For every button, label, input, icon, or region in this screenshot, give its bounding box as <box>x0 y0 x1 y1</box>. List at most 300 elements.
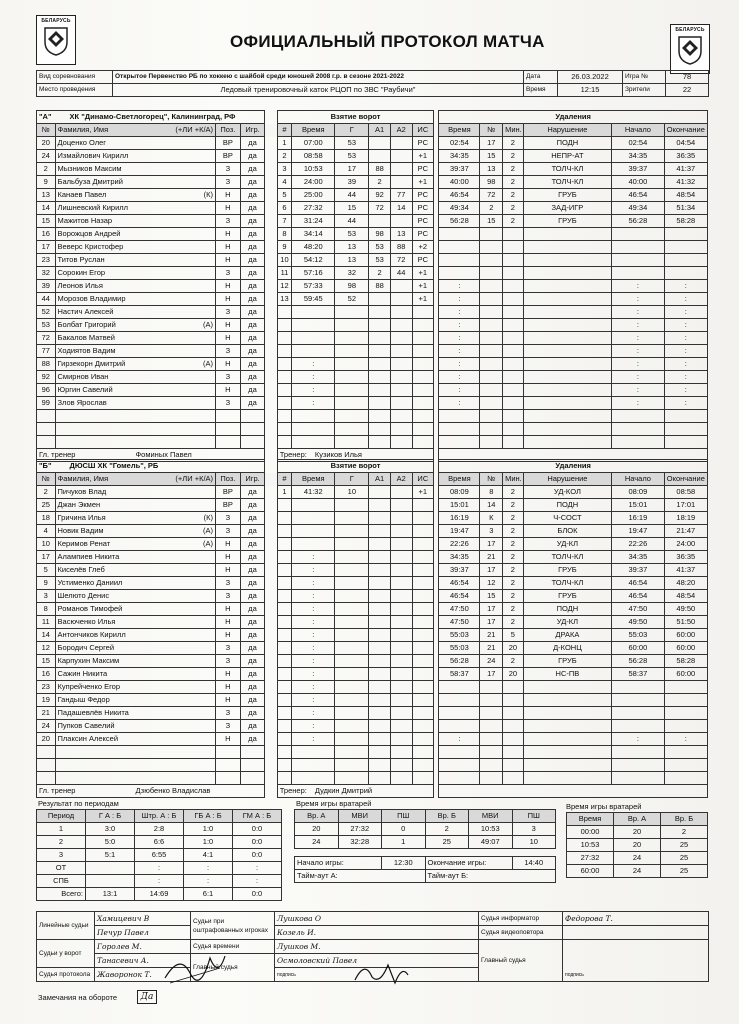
goal-empty-cell <box>277 345 291 358</box>
penalty-cell: 72 <box>480 189 503 202</box>
period-cell: 1 <box>37 823 86 836</box>
period-cell: 5:0 <box>86 836 135 849</box>
penalty-cell: 34:35 <box>439 150 480 163</box>
goal-empty-cell: : <box>292 733 335 746</box>
goal-cell: 98 <box>369 228 391 241</box>
goal-cell: РС <box>412 163 434 176</box>
col-name-text: Фамилия, Имя <box>57 125 109 134</box>
penalty-cell: 46:54 <box>612 577 664 590</box>
goal-empty-cell <box>412 410 434 423</box>
penalty-empty-cell <box>664 423 707 436</box>
player-played: да <box>240 267 265 280</box>
penalty-empty-cell: : <box>612 345 664 358</box>
goal-empty-cell <box>412 603 434 616</box>
goal-cell <box>390 293 412 306</box>
player-played: да <box>240 486 265 499</box>
period-cell: 4:1 <box>184 849 233 862</box>
table-row <box>37 332 708 345</box>
goal-empty-cell <box>292 423 335 436</box>
empty-cell <box>240 423 265 436</box>
penalty-cell: 55:03 <box>439 642 480 655</box>
penalty-empty-cell <box>480 759 503 772</box>
penalty-cell: 55:03 <box>439 629 480 642</box>
table-row <box>37 577 708 590</box>
penalty-cell: 21 <box>480 551 503 564</box>
goal-cell: +1 <box>412 293 434 306</box>
player-position: З <box>216 577 241 590</box>
col-pos: Поз. <box>216 473 241 486</box>
player-name-cell <box>55 371 216 384</box>
period-cell <box>86 875 135 888</box>
penalty-empty-cell <box>612 254 664 267</box>
player-name-cell <box>55 345 216 358</box>
player-name: Устименко Даниил <box>57 578 123 587</box>
period-cell: 6:6 <box>135 836 184 849</box>
penalty-empty-cell <box>439 772 480 785</box>
table-row <box>37 228 708 241</box>
period-header: Штр. А : Б <box>135 810 184 823</box>
goal-cell: 7 <box>277 215 291 228</box>
goal-empty-cell <box>369 629 391 642</box>
goal-cell: 5 <box>277 189 291 202</box>
end-label: Окончание игры: <box>425 857 512 870</box>
player-name: Сорокин Егор <box>57 268 106 277</box>
table-row <box>37 733 708 746</box>
goal-empty-cell <box>292 345 335 358</box>
player-position: Н <box>216 538 241 551</box>
table-row <box>37 668 708 681</box>
table-row <box>37 215 708 228</box>
goal-cell: +2 <box>412 241 434 254</box>
penalty-empty-cell <box>503 293 524 306</box>
empty-cell <box>55 410 216 423</box>
player-number: 44 <box>37 293 56 306</box>
goal-empty-cell <box>412 397 434 410</box>
goal-empty-cell <box>292 538 335 551</box>
player-number: 16 <box>37 668 56 681</box>
col-goal-no: # <box>277 473 291 486</box>
goal-cell: РС <box>412 189 434 202</box>
goal-cell <box>390 486 412 499</box>
player-name-cell <box>55 384 216 397</box>
team-name: ДЮСШ ХК "Гомель", РБ <box>69 461 159 470</box>
period-row <box>37 823 282 836</box>
goal-empty-cell <box>412 629 434 642</box>
penalty-empty-cell <box>480 681 503 694</box>
goals-title: Взятие ворот <box>277 111 433 124</box>
penalty-cell: 15 <box>480 215 503 228</box>
penalty-empty-cell <box>480 733 503 746</box>
player-name-cell <box>55 267 216 280</box>
table-row <box>37 512 708 525</box>
player-name: Бородич Сергей <box>57 643 115 652</box>
penalty-cell: 08:58 <box>664 486 707 499</box>
player-name-cell <box>55 538 216 551</box>
penalty-cell: 22:26 <box>439 538 480 551</box>
player-number: 3 <box>37 590 56 603</box>
player-number: 39 <box>37 280 56 293</box>
player-played: да <box>240 384 265 397</box>
goal-empty-cell <box>335 410 369 423</box>
player-played: да <box>240 306 265 319</box>
goal-empty-cell <box>369 371 391 384</box>
player-played: да <box>240 371 265 384</box>
goal-cell: 14 <box>390 202 412 215</box>
goal-cell: 48:20 <box>292 241 335 254</box>
player-position: ВР <box>216 137 241 150</box>
penalty-cell: 49:34 <box>612 202 664 215</box>
goal-empty-cell <box>277 306 291 319</box>
player-name-cell <box>55 176 216 189</box>
goal-empty-cell <box>292 436 335 449</box>
linesman-1: Хамицевич В <box>95 912 191 926</box>
penalty-cell: 46:54 <box>612 590 664 603</box>
penalty-empty-cell <box>480 306 503 319</box>
gk2-header: Вр. Б <box>661 813 708 826</box>
goal-cell: 57:33 <box>292 280 335 293</box>
goal-empty-cell <box>335 525 369 538</box>
goal-cell: 27:32 <box>292 202 335 215</box>
date-label: Дата <box>524 71 558 84</box>
goals-title: Взятие ворот <box>277 460 433 473</box>
player-number: 24 <box>37 150 56 163</box>
chief-ref-label: Главный судья <box>191 954 275 982</box>
player-number: 92 <box>37 371 56 384</box>
goal-empty-cell <box>369 332 391 345</box>
penalty-empty-cell <box>664 694 707 707</box>
penalty-judge-1: Лушкова О <box>275 912 479 926</box>
info-judge-label: Судья информатор <box>479 912 563 926</box>
period-cell: 3 <box>37 849 86 862</box>
penalty-empty-cell <box>480 293 503 306</box>
player-position: З <box>216 163 241 176</box>
video-judge-label: Судья видеоповтора <box>479 926 563 940</box>
player-name: Джан Экмен <box>57 500 101 509</box>
penalty-empty-cell: : <box>612 306 664 319</box>
penalty-cell: 18:19 <box>664 512 707 525</box>
penalty-cell: 5 <box>503 629 524 642</box>
goal-empty-cell <box>390 681 412 694</box>
goal-empty-cell <box>369 319 391 332</box>
col-no: № <box>37 124 56 137</box>
penalty-cell: 02:54 <box>612 137 664 150</box>
goal-cell: 10 <box>335 486 369 499</box>
player-number: 18 <box>37 512 56 525</box>
goal-empty-cell <box>390 642 412 655</box>
penalty-empty-cell <box>523 694 611 707</box>
goal-empty-cell <box>390 345 412 358</box>
player-name: Купрейченко Егор <box>57 682 120 691</box>
player-name: Падашевлёв Никита <box>57 708 129 717</box>
col-pen-no: № <box>480 124 503 137</box>
competition-label: Вид соревнования <box>37 71 113 84</box>
penalty-judge-2: Козель И. <box>275 926 479 940</box>
goal-empty-cell <box>277 759 291 772</box>
penalty-empty-cell: : <box>612 358 664 371</box>
goal-empty-cell <box>390 397 412 410</box>
penalty-cell: ГРУБ <box>523 655 611 668</box>
goal-empty-cell <box>335 733 369 746</box>
chief-ref: Осмоловский Павел <box>275 954 479 968</box>
penalty-cell: ДРАКА <box>523 629 611 642</box>
goal-cell: 53 <box>369 241 391 254</box>
col-pen-end: Окончание <box>664 124 707 137</box>
goal-empty-cell <box>335 564 369 577</box>
trainer-label: Тренер: <box>279 786 307 795</box>
goal-empty-cell <box>390 436 412 449</box>
table-row <box>37 371 708 384</box>
notes-label: Замечания на обороте <box>38 993 118 1002</box>
player-name-cell <box>55 551 216 564</box>
player-played: да <box>240 499 265 512</box>
player-position: З <box>216 720 241 733</box>
penalty-cell: 21 <box>480 642 503 655</box>
period-cell: 5:1 <box>86 849 135 862</box>
table-row <box>37 189 708 202</box>
penalty-empty-cell: : <box>664 332 707 345</box>
gk2-header: Время <box>567 813 614 826</box>
gk-header: МВИ <box>469 810 513 823</box>
penalty-cell: 2 <box>503 551 524 564</box>
goal-empty-cell <box>390 538 412 551</box>
col-pen-no: № <box>480 473 503 486</box>
player-name-cell <box>55 215 216 228</box>
penalty-empty-cell <box>503 384 524 397</box>
goal-empty-cell <box>335 551 369 564</box>
penalty-empty-cell <box>523 241 611 254</box>
penalty-cell: 15:01 <box>439 499 480 512</box>
penalty-empty-cell <box>503 681 524 694</box>
penalty-cell: 51:50 <box>664 616 707 629</box>
goal-empty-cell <box>369 345 391 358</box>
goal-cell <box>369 293 391 306</box>
penalty-empty-cell <box>612 746 664 759</box>
total-cell: 13:1 <box>86 888 135 901</box>
goal-empty-cell <box>369 410 391 423</box>
player-number: 8 <box>37 603 56 616</box>
player-played: да <box>240 525 265 538</box>
goal-cell: +1 <box>412 267 434 280</box>
empty-cell <box>216 759 241 772</box>
goal-empty-cell <box>369 759 391 772</box>
penalty-empty-cell: : <box>664 345 707 358</box>
goal-empty-cell <box>390 694 412 707</box>
goal-empty-cell <box>390 590 412 603</box>
goal-empty-cell <box>292 772 335 785</box>
penalty-empty-cell <box>612 681 664 694</box>
player-name: Титов Руслан <box>57 255 105 264</box>
penalty-cell: 8 <box>480 486 503 499</box>
player-played: да <box>240 319 265 332</box>
table-row <box>37 280 708 293</box>
penalty-cell: 2 <box>503 525 524 538</box>
player-position: Н <box>216 254 241 267</box>
goal-empty-cell <box>412 694 434 707</box>
penalty-cell: 49:50 <box>612 616 664 629</box>
penalty-cell: 17 <box>480 603 503 616</box>
col-pen-start: Начало <box>612 473 664 486</box>
penalty-cell: 17 <box>480 137 503 150</box>
table-row <box>37 397 708 410</box>
goal-empty-cell: : <box>292 603 335 616</box>
player-name: Новик Вадим <box>57 526 104 535</box>
player-number: 17 <box>37 241 56 254</box>
penalty-cell: ТОЛЧ-КЛ <box>523 577 611 590</box>
gk-header: ПШ <box>512 810 556 823</box>
goal-empty-cell <box>335 694 369 707</box>
penalty-cell: 56:28 <box>612 655 664 668</box>
goal-empty-cell <box>412 551 434 564</box>
goal-empty-cell <box>277 616 291 629</box>
gk-cell: 10 <box>512 836 556 849</box>
penalty-empty-cell <box>480 694 503 707</box>
table-row <box>37 746 708 759</box>
penalty-empty-cell <box>523 332 611 345</box>
penalty-empty-cell <box>523 345 611 358</box>
penalty-empty-cell <box>612 423 664 436</box>
col-li-text: (+ЛИ +К/А) <box>175 474 214 483</box>
goal-empty-cell <box>369 668 391 681</box>
goal-cell: 32 <box>335 267 369 280</box>
table-row <box>37 642 708 655</box>
goal-cell <box>369 150 391 163</box>
signature-protocol <box>160 948 230 988</box>
goal-empty-cell <box>277 397 291 410</box>
player-position: Н <box>216 332 241 345</box>
goal-empty-cell <box>277 577 291 590</box>
goal-empty-cell <box>335 499 369 512</box>
gk2-cell: 20 <box>614 839 661 852</box>
penalty-empty-cell: : <box>612 280 664 293</box>
col-goal-is: ИС <box>412 473 434 486</box>
goal-cell: 44 <box>335 189 369 202</box>
penalty-empty-cell <box>523 410 611 423</box>
player-position: Н <box>216 551 241 564</box>
goal-empty-cell <box>277 733 291 746</box>
player-name: Гирзекорн Дмитрий <box>57 359 126 368</box>
goal-empty-cell <box>335 629 369 642</box>
penalty-cell: 2 <box>503 486 524 499</box>
penalty-empty-cell: : <box>664 306 707 319</box>
penalty-empty-cell <box>503 241 524 254</box>
period-cell: 3:0 <box>86 823 135 836</box>
penalty-cell: 60:00 <box>664 629 707 642</box>
belarus-hockey-logo-left <box>36 15 76 65</box>
player-name-cell <box>55 512 216 525</box>
goal-cell: 13 <box>335 254 369 267</box>
penalty-cell: 19:47 <box>612 525 664 538</box>
table-row <box>37 358 708 371</box>
penalty-cell: 36:35 <box>664 150 707 163</box>
player-name-cell <box>55 228 216 241</box>
goal-cell: 1 <box>277 486 291 499</box>
player-number: 20 <box>37 137 56 150</box>
coach-name: Фоминых Павел <box>135 450 192 459</box>
player-name-cell <box>55 319 216 332</box>
penalty-box-label: Судьи при оштрафованных игроках <box>191 912 275 940</box>
player-number: 23 <box>37 254 56 267</box>
player-name-cell <box>55 668 216 681</box>
player-number: 21 <box>37 707 56 720</box>
total-cell: 6:1 <box>184 888 233 901</box>
penalty-cell: 46:54 <box>439 577 480 590</box>
penalty-cell: 41:32 <box>664 176 707 189</box>
timeout-b-label: Тайм-аут Б: <box>425 870 556 883</box>
penalty-empty-cell <box>523 436 611 449</box>
penalty-empty-cell <box>439 410 480 423</box>
penalty-empty-cell <box>523 371 611 384</box>
goal-empty-cell <box>277 358 291 371</box>
notes-value: Да <box>137 990 157 1004</box>
goal-empty-cell <box>390 525 412 538</box>
player-position: З <box>216 642 241 655</box>
goal-empty-cell <box>390 371 412 384</box>
signature-chief-ref <box>350 955 410 990</box>
penalty-cell: Ч-СОСТ <box>523 512 611 525</box>
penalty-cell: 17:01 <box>664 499 707 512</box>
goal-empty-cell <box>390 668 412 681</box>
goal-empty-cell <box>335 371 369 384</box>
table-row <box>37 720 708 733</box>
penalty-empty-cell <box>439 436 480 449</box>
gk2-cell: 24 <box>614 852 661 865</box>
table-row <box>37 202 708 215</box>
goal-judges-label: Судьи у ворот <box>37 940 95 968</box>
goal-empty-cell <box>412 306 434 319</box>
gk-cell: 25 <box>425 836 469 849</box>
chief-ref-label-2: Главный судья <box>479 940 563 982</box>
gk-cell: 3 <box>512 823 556 836</box>
goal-empty-cell <box>335 384 369 397</box>
goal-empty-cell <box>277 332 291 345</box>
info-judge: Федорова Т. <box>563 912 709 926</box>
goal-empty-cell <box>335 772 369 785</box>
penalty-cell: К <box>480 512 503 525</box>
penalty-empty-cell <box>439 720 480 733</box>
penalty-cell: ПОДН <box>523 603 611 616</box>
col-li-text: (+ЛИ +К/А) <box>175 125 214 134</box>
empty-cell <box>216 436 241 449</box>
goal-empty-cell <box>390 319 412 332</box>
player-name: Васюченко Илья <box>57 617 116 626</box>
period-cell: 0:0 <box>233 823 282 836</box>
table-row <box>37 525 708 538</box>
gk-row <box>295 823 556 836</box>
goal-empty-cell <box>292 746 335 759</box>
goal-empty-cell <box>277 551 291 564</box>
goal-empty-cell <box>412 384 434 397</box>
goal-empty-cell <box>390 410 412 423</box>
player-role: (А) <box>203 539 214 548</box>
goal-empty-cell <box>277 642 291 655</box>
period-row <box>37 862 282 875</box>
goal-empty-cell: : <box>292 655 335 668</box>
player-name-cell <box>55 681 216 694</box>
penalty-cell: 13 <box>480 163 503 176</box>
player-name-cell <box>55 577 216 590</box>
table-row <box>37 629 708 642</box>
penalty-cell: Д-КОНЦ <box>523 642 611 655</box>
player-position: З <box>216 512 241 525</box>
penalty-cell: 22:26 <box>612 538 664 551</box>
goal-cell: 53 <box>369 254 391 267</box>
player-role: (А) <box>203 320 214 329</box>
penalty-empty-cell <box>480 254 503 267</box>
goal-empty-cell <box>390 564 412 577</box>
empty-cell <box>240 772 265 785</box>
period-cell: : <box>184 862 233 875</box>
goal-empty-cell <box>277 371 291 384</box>
